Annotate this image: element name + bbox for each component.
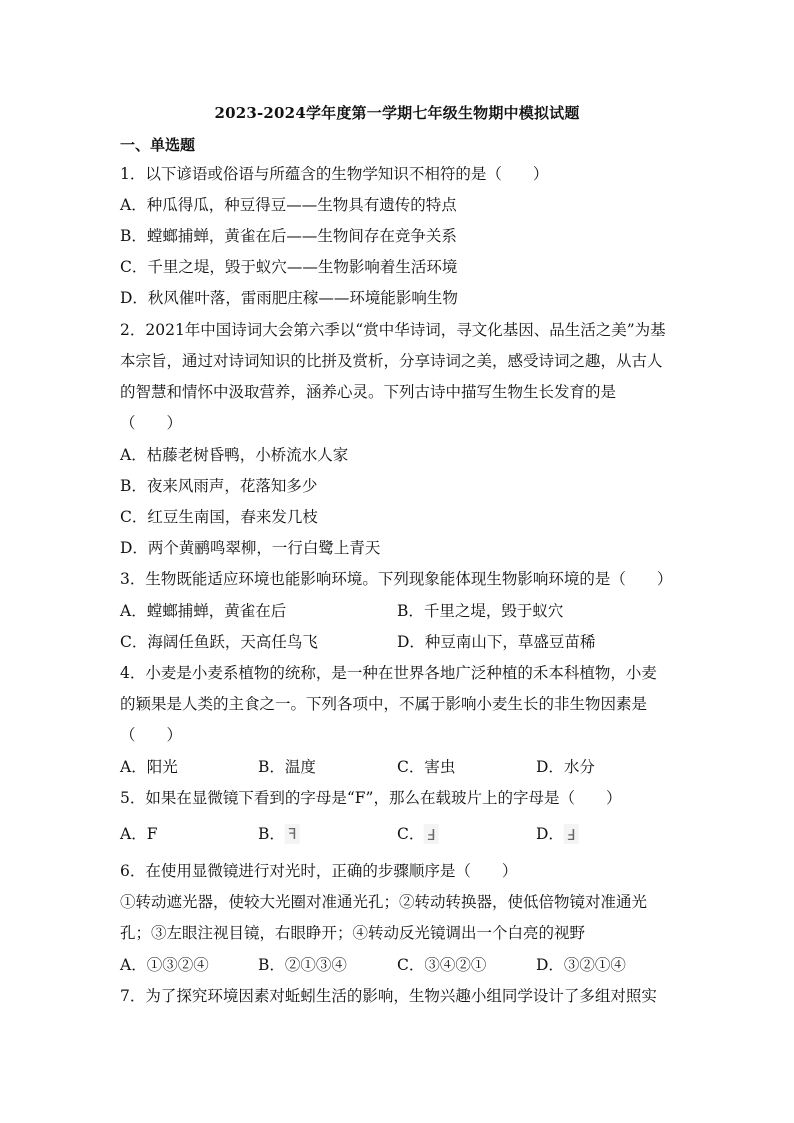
question-5-option-d	[536, 824, 579, 844]
section-heading: 一、单选题	[120, 136, 196, 154]
question-2-option-c: C．红豆生南国，春来发几枝	[120, 508, 318, 526]
question-6-option-a: A．①③②④	[120, 956, 209, 974]
question-7-stem: 7．为了探究环境因素对蚯蚓生活的影响，生物兴趣小组同学设计了多组对照实	[120, 987, 657, 1005]
question-1-option-a: A．种瓜得瓜，种豆得豆——生物具有遗传的特点	[120, 196, 457, 214]
question-3-stem: 3．生物既能适应环境也能影响环境。下列现象能体现生物影响环境的是（ ）	[120, 570, 673, 588]
question-3-option-c: C．海阔任鱼跃，天高任鸟飞	[120, 633, 318, 651]
question-2-stem-line-4: （ ）	[120, 414, 183, 432]
question-4-stem-line-2: 的颖果是人类的主食之一。下列各项中，不属于影响小麦生长的非生物因素是	[120, 695, 648, 713]
upside-down-f-glyph: F	[424, 824, 439, 844]
question-5-option-c	[397, 824, 439, 844]
question-6-option-c: C．③④②①	[397, 956, 487, 974]
question-2-stem-line-3: 的智慧和情怀中汲取营养，涵养心灵。下列古诗中描写生物生长发育的是	[120, 383, 617, 401]
question-5-option-c-label: C．	[397, 825, 425, 843]
question-1-option-b: B．螳螂捕蝉，黄雀在后——生物间存在竞争关系	[120, 227, 457, 245]
question-2-option-d: D．两个黄鹂鸣翠柳，一行白鹭上青天	[120, 539, 381, 557]
question-3-option-d: D．种豆南山下，草盛豆苗稀	[397, 633, 596, 651]
question-1-stem: 1．以下谚语或俗语与所蕴含的生物学知识不相符的是（ ）	[120, 165, 549, 183]
question-1-option-d: D．秋风催叶落，雷雨肥庄稼——环境能影响生物	[120, 289, 458, 307]
question-4-option-c: C．害虫	[397, 758, 456, 776]
question-6-stem: 6．在使用显微镜进行对光时，正确的步骤顺序是（ ）	[120, 862, 518, 880]
question-2-stem-line-1: 2．2021年中国诗词大会第六季以“赏中华诗词，寻文化基因、品生活之美”为基	[120, 321, 666, 339]
question-6-steps-line-2: 孔；③左眼注视目镜，右眼睁开；④转动反光镜调出一个白亮的视野	[120, 924, 586, 942]
question-5-option-b	[258, 824, 300, 844]
question-4-stem-line-1: 4．小麦是小麦系植物的统称，是一种在世界各地广泛种植的禾本科植物，小麦	[120, 664, 657, 682]
exam-title: 2023-2024学年度第一学期七年级生物期中模拟试题	[214, 104, 580, 122]
rotated-f-glyph: F	[564, 824, 579, 844]
question-6-option-b: B．②①③④	[258, 956, 347, 974]
question-3-option-a: A．螳螂捕蝉，黄雀在后	[120, 602, 287, 620]
question-2-stem-line-2: 本宗旨，通过对诗词知识的比拼及赏析，分享诗词之美，感受诗词之趣，从古人	[120, 352, 663, 370]
question-4-stem-line-3: （ ）	[120, 726, 183, 744]
question-4-option-d: D．水分	[536, 758, 595, 776]
question-4-option-a: A．阳光	[120, 758, 178, 776]
question-3-option-b: B．千里之堤，毁于蚁穴	[397, 602, 564, 620]
question-1-option-c: C．千里之堤，毁于蚁穴——生物影响着生活环境	[120, 258, 458, 276]
question-2-option-a: A．枯藤老树昏鸭，小桥流水人家	[120, 446, 349, 464]
question-5-option-a: A．F	[120, 825, 158, 843]
question-2-option-b: B．夜来风雨声，花落知多少	[120, 477, 318, 495]
question-5-stem: 5．如果在显微镜下看到的字母是“F”，那么在载玻片上的字母是（ ）	[120, 789, 622, 807]
mirrored-f-glyph: F	[285, 824, 300, 844]
question-6-option-d: D．③②①④	[536, 956, 626, 974]
question-5-option-b-label: B．	[258, 825, 285, 843]
question-6-steps-line-1: ①转动遮光器，使较大光圈对准通光孔；②转动转换器，使低倍物镜对准通光	[120, 893, 648, 911]
question-5-option-d-label: D．	[536, 825, 564, 843]
question-4-option-b: B．温度	[258, 758, 316, 776]
